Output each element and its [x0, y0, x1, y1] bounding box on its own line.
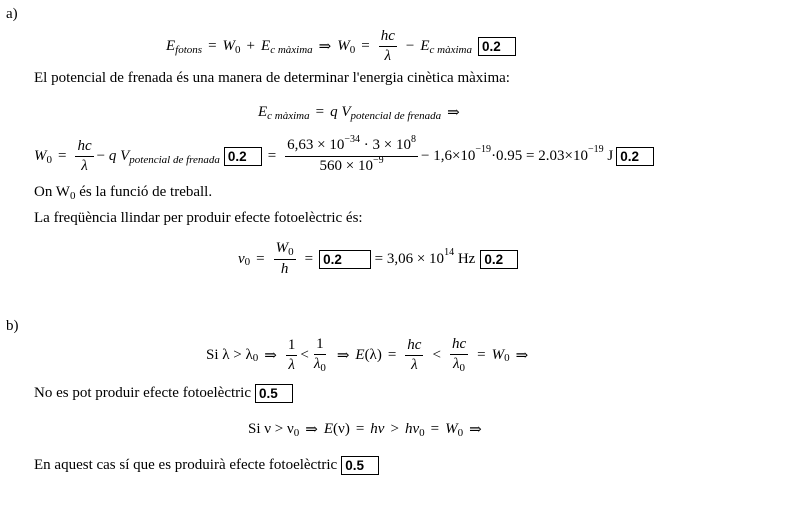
text-line: No es pot produir efecte fotoelèctric 0.5 [34, 384, 293, 403]
text-line: En aquest cas sí que es produirà efecte fotoelèctric 0.5 [34, 456, 379, 475]
text-line: La freqüència llindar per produir efecte fotoelèctric és: [34, 210, 363, 226]
score-box: 0.5 [255, 384, 293, 403]
text-line: On W 0 és la funció de treball. [34, 184, 213, 202]
equation-photon-energy: E fotons = W 0 + E c màxima ⇒ W 0 = $\frac{hc}{\lambda}$ − E c màxima 0.2 [166, 28, 516, 65]
numeric-fraction: $\frac{6,63 \times 10^{-34} \cdot 3 \times 10^8}{560 \times 10^{-9}}$ [287, 134, 416, 174]
score-box: 0.2 [616, 147, 654, 166]
section-a-label: a) [6, 6, 18, 22]
score-box: 0.2 [319, 250, 371, 269]
score-box: 0.2 [224, 147, 262, 166]
equation-wavelength-condition: Si λ > λ 0 ⇒ $\frac{1}{\lambda}$ < $\frac{1}{\lambda_0}$ ⇒ E (λ) = $\frac{hc}{\lambda}$ < $\frac{hc}{\lambda_0}$ = W 0 ⇒ [206, 336, 529, 374]
equation-frequency-condition: Si ν > ν 0 ⇒ E (ν) = hν > hν 0 = W 0 ⇒ [248, 421, 482, 439]
text-line: El potencial de frenada és una manera de determinar l'energia cinètica màxima: [34, 70, 510, 86]
score-box: 0.5 [341, 456, 379, 475]
equation-work-function: W 0 = $\frac{hc}{\lambda}$ − q V potencial de frenada 0.2 = $\frac{6,63 \times 10^{-34} \cdot 3 \times 10^8}{560 \times 10^{-9}}$ − 1,6×10 −19 ·0.95 = 2.03×10 −19 J 0.2 [34, 137, 654, 176]
score-box: 0.2 [478, 37, 516, 56]
section-b-label: b) [6, 318, 19, 334]
equation-threshold-frequency: ν 0 = $\frac{W_0}{h}$ = 0.2 = 3,06 × 10 14 Hz 0.2 [238, 240, 518, 278]
score-box: 0.2 [480, 250, 518, 269]
equation-max-kinetic: E c màxima = q V potencial de frenada ⇒ [258, 104, 460, 122]
